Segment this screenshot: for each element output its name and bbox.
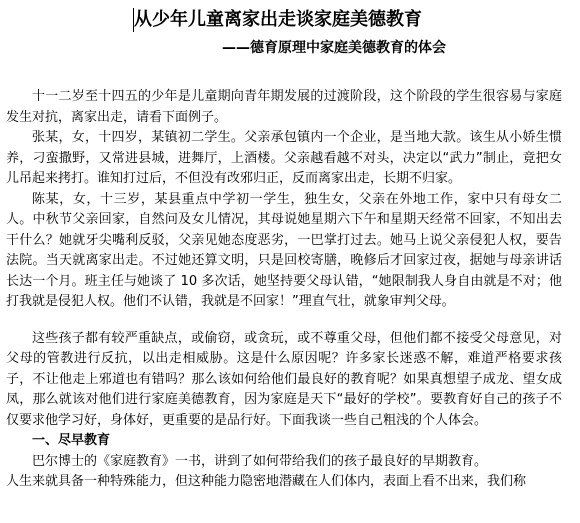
paragraph-intro: 十一二岁至十四五的少年是儿童期向青年期发展的过渡阶段，这个阶段的学生很容易与家庭发生对抗，离家出走，请看下面例子。 [6,89,562,125]
paragraph-section-intro: 巴尔博士的《家庭教育》一书，讲到了如何带给我们的孩子最良好的早期教育。 [32,453,488,469]
paragraph-partial-line: 人生来就具备一种特殊能力，但这种能力隐密地潜藏在人们体内，表面上看不出来，我们称 [6,474,527,489]
paragraph-case-zhang: 张某，女，十四岁，某镇初二学生。父亲承包镇内一个企业，是当地大款。该生从小娇生惯养，刁蛮撒野，又常进县城，进舞厅，上酒楼。父亲越看越不对头，决定以“武力”制止，竟把女儿吊起来拷打。谁知打过后，不但没有改邪归正，反而离家出走，长期不归家。 [6,130,562,186]
document-body [6,87,562,493]
section-heading: 一、尽早教育 [32,433,111,448]
document-title: 从少年儿童离家出走谈家庭美德教育 [134,9,422,30]
paragraph-analysis: 这些孩子都有较严重缺点，或偷窃，或贪玩，或不尊重父母，但他们都不接受父母意见，对父母的管教进行反抗，以出走相威胁。这是什么原因呢？许多家长迷惑不解，难道严格要求孩子，不让他走上邪道也有错吗？那么该如何给他们最良好的教育呢？如果真想望子成龙、望女成凤，那么就该对他们进行家庭美德教育，因为家庭是天下“最好的学校”。要教育好自己的孩子不仅要求他学习好，身体好，更重要的是品行好。下面我谈一些自己粗浅的个人体会。 [6,330,562,428]
document-subtitle: ——德育原理中家庭美德教育的体会 [222,40,446,56]
paragraph-case-chen: 陈某，女，十三岁，某县重点中学初一学生，独生女，父亲在外地工作，家中只有母女二人。中秋节父亲回家，自然问及女儿情况，其母说她星期六下午和星期天经常不回家，不知出去干什么？她就牙尖嘴利反驳，父亲见她态度恶劣，一巴掌打过去。她马上说父亲侵犯人权，要告法院。当天就离家出走。不过她还算文明，只是回校寄膳，晚修后才回家过夜，据她与母亲讲话长达一个月。班主任与她谈了 10 多次话，她坚持要父母认错，“她限制我人身自由就是不对；他打我就是侵犯人权。他们不认错，我就是不回家！”理直气壮，就象审判父母。 [6,191,562,309]
